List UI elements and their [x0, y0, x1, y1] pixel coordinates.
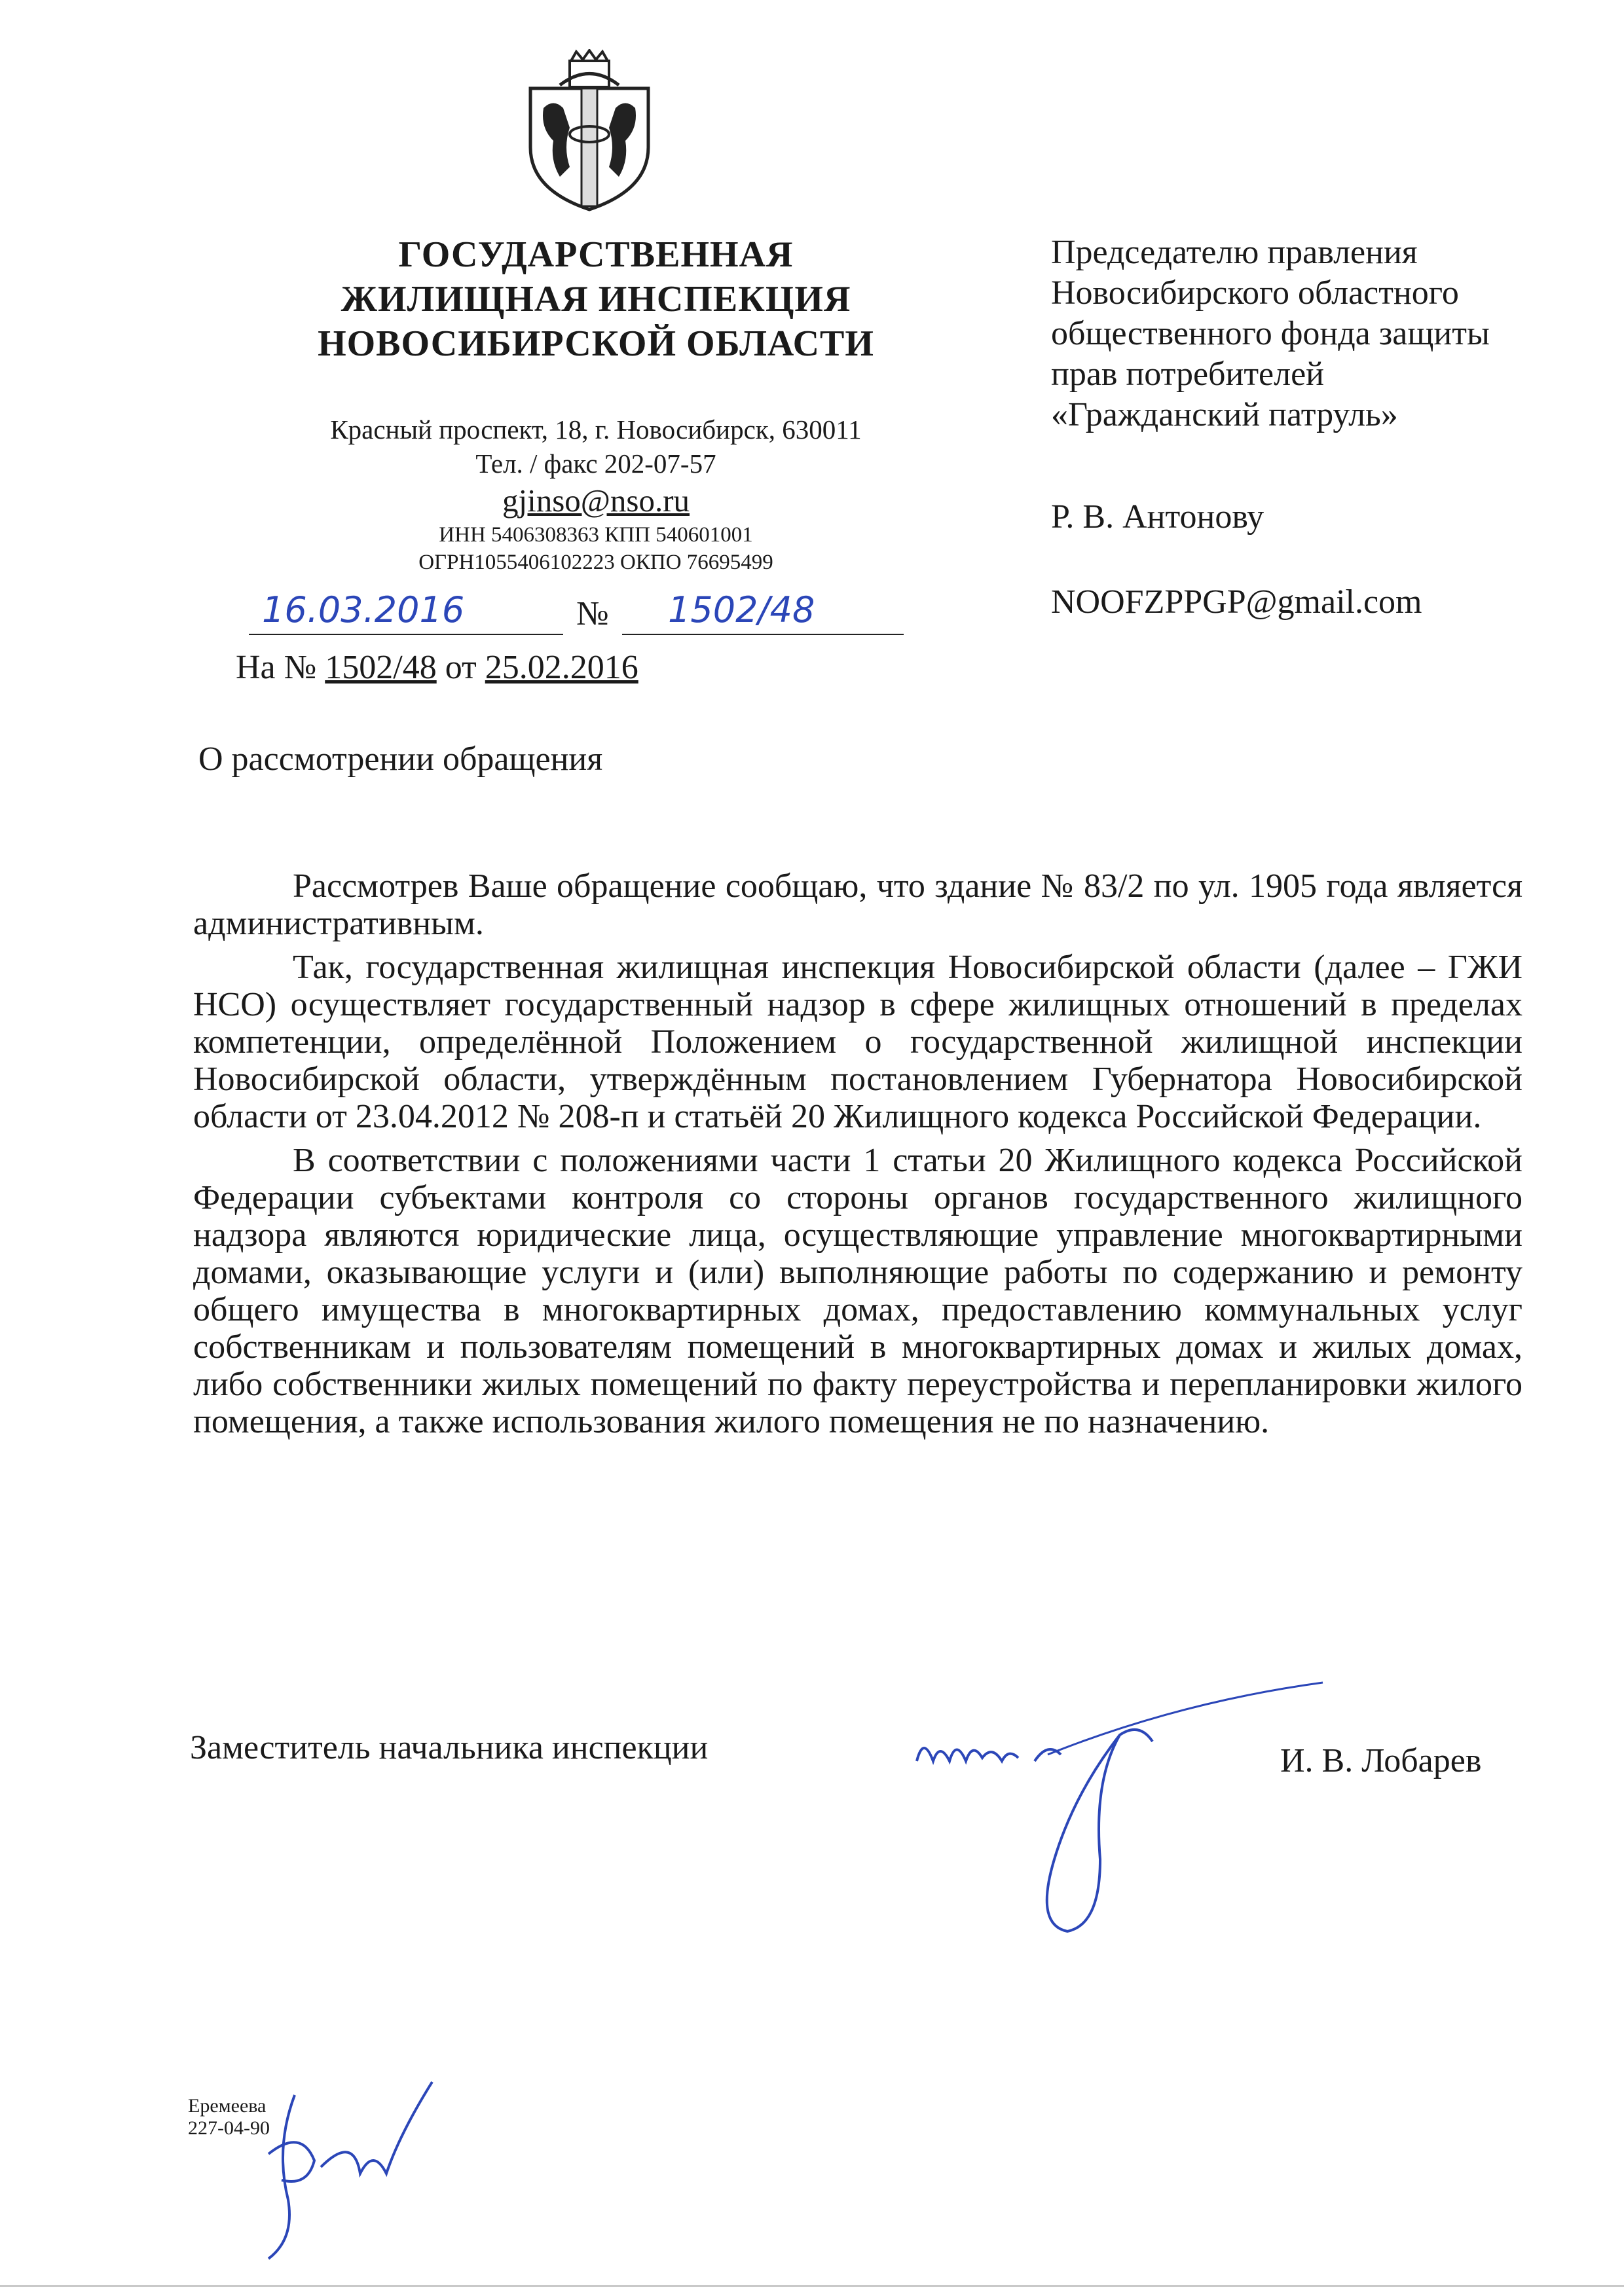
reference-line: [236, 648, 638, 687]
addressee-line-3: общественного фонда защиты: [1051, 315, 1490, 352]
org-address: Красный проспект, 18, г. Новосибирск, 630011: [330, 414, 862, 445]
organization-contacts: [236, 412, 956, 576]
addressee-name: Р. В. Антонову: [1051, 498, 1264, 536]
org-name-line-3: НОВОСИБИРСКОЙ ОБЛАСТИ: [318, 323, 874, 364]
handwritten-signature: [904, 1663, 1329, 1944]
registration-number-underline: [622, 634, 904, 635]
registration-date-underline: [249, 634, 563, 635]
addressee-line-5: «Гражданский патруль»: [1051, 396, 1398, 433]
addressee-line-1: Председателю правления: [1051, 234, 1418, 271]
body-paragraph-2: Так, государственная жилищная инспекция Новосибирской области (далее – ГЖИ НСО) осуществляет государственный надзор в сфере жилищных отношений в пределах компетенции, определённой Положением о государственной жилищной инспекции Новосибирской области, утверждённым постановлением Губернатора Новосибирской области от 23.04.2012 № 208-п и статьёй 20 Жилищного кодекса Российской Федерации.: [193, 949, 1522, 1135]
letter-subject: О рассмотрении обращения: [198, 740, 603, 778]
registration-number-handwritten: 1502/48: [668, 589, 815, 630]
body-paragraph-3: В соответствии с положениями части 1 статьи 20 Жилищного кодекса Российской Федерации субъектами контроля со стороны органов государственного жилищного надзора являются юридические лица, осуществляющие управление многоквартирными домами, оказывающие услуги и (или) выполняющие работы по содержанию и ремонту общего имущества в многоквартирных домах, предоставлению коммунальных услуг собственникам и пользователям помещений в многоквартирных домах и жилых домах, либо собственники жилых помещений по факту переустройства и перепланировки жилого помещения, а также использования жилого помещения не по назначению.: [193, 1142, 1522, 1440]
page-bottom-edge: [0, 2285, 1624, 2287]
org-phone: Тел. / факс 202-07-57: [475, 448, 716, 479]
coat-of-arms-emblem: [524, 49, 655, 213]
reference-date: 25.02.2016: [485, 649, 638, 686]
org-ogrn-okpo: ОГРН1055406102223 ОКПО 76695499: [418, 551, 773, 574]
reference-from-word: от: [436, 649, 485, 686]
registration-number-sign: №: [576, 595, 609, 632]
registration-line: [249, 589, 904, 642]
letter-body: [193, 867, 1522, 1447]
org-email-link[interactable]: gjinso@nso.ru: [502, 483, 690, 519]
organization-name: [177, 232, 1015, 366]
addressee-line-4: прав потребителей: [1051, 355, 1324, 393]
org-inn-kpp: ИНН 5406308363 КПП 540601001: [439, 523, 753, 547]
org-name-line-2: ЖИЛИЩНАЯ ИНСПЕКЦИЯ: [341, 279, 851, 319]
signatory-name: И. В. Лобарев: [1280, 1742, 1482, 1779]
addressee-email[interactable]: NOOFZPPGP@gmail.com: [1051, 583, 1422, 621]
addressee-line-2: Новосибирского областного: [1051, 274, 1459, 312]
body-paragraph-1: Рассмотрев Ваше обращение сообщаю, что здание № 83/2 по ул. 1905 года является административным.: [193, 867, 1522, 942]
executor-name: Еремеева: [188, 2095, 267, 2117]
reference-prefix: На №: [236, 649, 325, 686]
signatory-title: Заместитель начальника инспекции: [190, 1729, 709, 1766]
executor-phone: 227-04-90: [188, 2117, 270, 2139]
registration-date-handwritten: 16.03.2016: [262, 589, 465, 630]
reference-number: 1502/48: [325, 649, 437, 686]
org-name-line-1: ГОСУДАРСТВЕННАЯ: [398, 234, 794, 275]
addressee-block: [1051, 232, 1588, 435]
executor-initials-mark: [255, 2069, 439, 2265]
